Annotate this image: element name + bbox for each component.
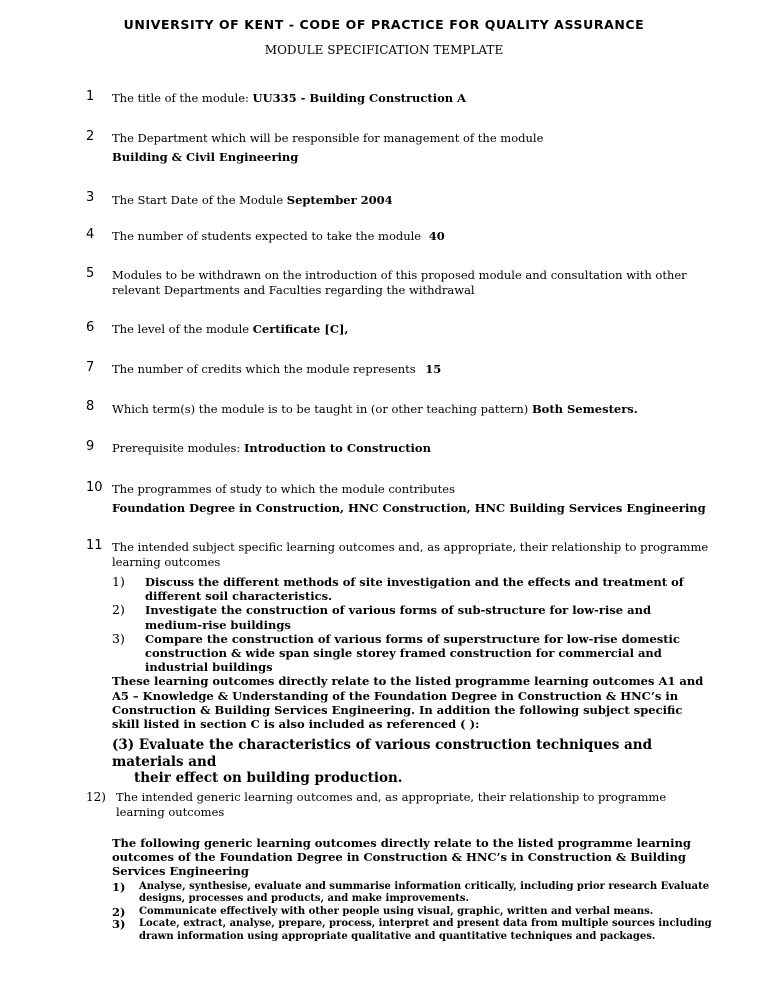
generic-outcomes-list [112, 881, 712, 944]
item-11 [112, 540, 712, 787]
item-6-value: Certificate [C], [252, 322, 349, 336]
item-7 [112, 362, 712, 377]
document-subtitle: MODULE SPECIFICATION TEMPLATE [264, 43, 504, 57]
item-1-label: The title of the module: [112, 91, 249, 105]
item-12-number: 12) [86, 790, 106, 804]
item-5-number: 5 [86, 266, 95, 281]
outcome-text: Discuss the different methods of site investigation and the effects and treatment of different soil characteristics. [145, 575, 684, 604]
outcome-number: 2) [112, 602, 125, 618]
item-4-number: 4 [86, 227, 95, 242]
outcome-text: Compare the construction of various forms of superstructure for low-rise domestic construction & wide span single storey framed construction for commercial and industrial buildings [145, 631, 680, 675]
outcome-text: Investigate the construction of various forms of sub-structure for low-rise and medium-rise buildings [145, 603, 651, 632]
item-8-value: Both Semesters. [531, 402, 638, 416]
list-item [112, 906, 712, 919]
outcome-number: 3) [112, 917, 126, 932]
item-3-label: The Start Date of the Module [112, 193, 284, 207]
document-header: UNIVERSITY OF KENT - CODE OF PRACTICE FOR QUALITY ASSURANCE [123, 17, 645, 32]
item-11-label: The intended subject specific learning outcomes and, as appropriate, their relationship to programme learning outcomes [112, 540, 709, 569]
item-2-number: 2 [86, 129, 95, 144]
item-2-value: Building & Civil Engineering [112, 149, 299, 164]
item-3 [112, 193, 712, 208]
list-item [112, 881, 712, 906]
item-8 [112, 402, 712, 417]
item-2 [112, 131, 712, 164]
item-7-value: 15 [425, 362, 442, 376]
outcome-text: Analyse, synthesise, evaluate and summarise information critically, including prior research Evaluate designs, processes and products, and make improvements. [139, 880, 710, 905]
item-8-label: Which term(s) the module is to be taught in (or other teaching pattern) [112, 402, 529, 416]
outcome-number: 2) [112, 904, 126, 919]
item-4-value: 40 [428, 229, 445, 243]
item-1-value: UU335 - Building Construction A [252, 91, 467, 105]
subject-skill-line-2: their effect on building production. [134, 770, 403, 787]
item-9-label: Prerequisite modules: [112, 441, 241, 455]
item-10-label: The programmes of study to which the module contributes [112, 482, 456, 496]
subject-outcomes-list [112, 575, 712, 674]
subject-skill-line-1: (3) Evaluate the characteristics of various construction techniques and materials and [112, 737, 653, 770]
item-7-number: 7 [86, 360, 95, 375]
outcome-number: 1) [112, 879, 126, 894]
list-item [112, 603, 712, 631]
list-item [112, 632, 712, 675]
subject-skill [112, 737, 712, 787]
item-4-label: The number of students expected to take the module [112, 229, 422, 243]
item-9-number: 9 [86, 439, 95, 454]
item-10 [112, 482, 712, 515]
outcome-text: Locate, extract, analyse, prepare, process, interpret and present data from multiple sources including drawn information using appropriate qualitative and quantitative techniques and packages. [139, 918, 712, 942]
item-9 [112, 441, 712, 456]
item-3-number: 3 [86, 190, 95, 205]
item-11-number: 11 [86, 538, 103, 553]
item-4 [112, 229, 712, 244]
item-7-label: The number of credits which the module represents [112, 362, 416, 376]
outcome-text: Communicate effectively with other people using visual, graphic, written and verbal means. [139, 905, 654, 917]
item-8-number: 8 [86, 399, 95, 414]
item-12-paragraph: The following generic learning outcomes directly relate to the listed programme learning outcomes of the Foundation Degree in Construction & HNC’s in Construction & Building Services Engineering [112, 836, 691, 879]
list-item [112, 575, 712, 603]
item-3-value: September 2004 [286, 193, 393, 207]
list-item [112, 918, 712, 943]
item-12-body [112, 836, 712, 944]
item-9-value: Introduction to Construction [243, 441, 431, 455]
item-5-label: Modules to be withdrawn on the introduction of this proposed module and consultation with other relevant Departments and Faculties regarding the withdrawal [112, 268, 687, 297]
item-10-value: Foundation Degree in Construction, HNC Construction, HNC Building Services Engineering [112, 500, 706, 515]
item-10-number: 10 [86, 480, 103, 495]
item-6 [112, 322, 712, 337]
item-6-label: The level of the module [112, 322, 250, 336]
outcome-number: 3) [112, 630, 125, 646]
item-1 [112, 91, 712, 106]
item-1-number: 1 [86, 89, 95, 104]
item-6-number: 6 [86, 320, 95, 335]
item-12-label: The intended generic learning outcomes and, as appropriate, their relationship to programme learning outcomes [116, 790, 667, 819]
item-2-label: The Department which will be responsible for management of the module [112, 131, 544, 145]
outcome-number: 1) [112, 574, 125, 589]
item-11-paragraph: These learning outcomes directly relate to the listed programme learning outcomes A1 and A5 – Knowledge & Understanding of the Foundation Degree in Construction & HNC’s in Construction & Building Services Engineering. In addition the following subject specific skill listed in section C is also included as referenced ( ): [112, 674, 704, 732]
